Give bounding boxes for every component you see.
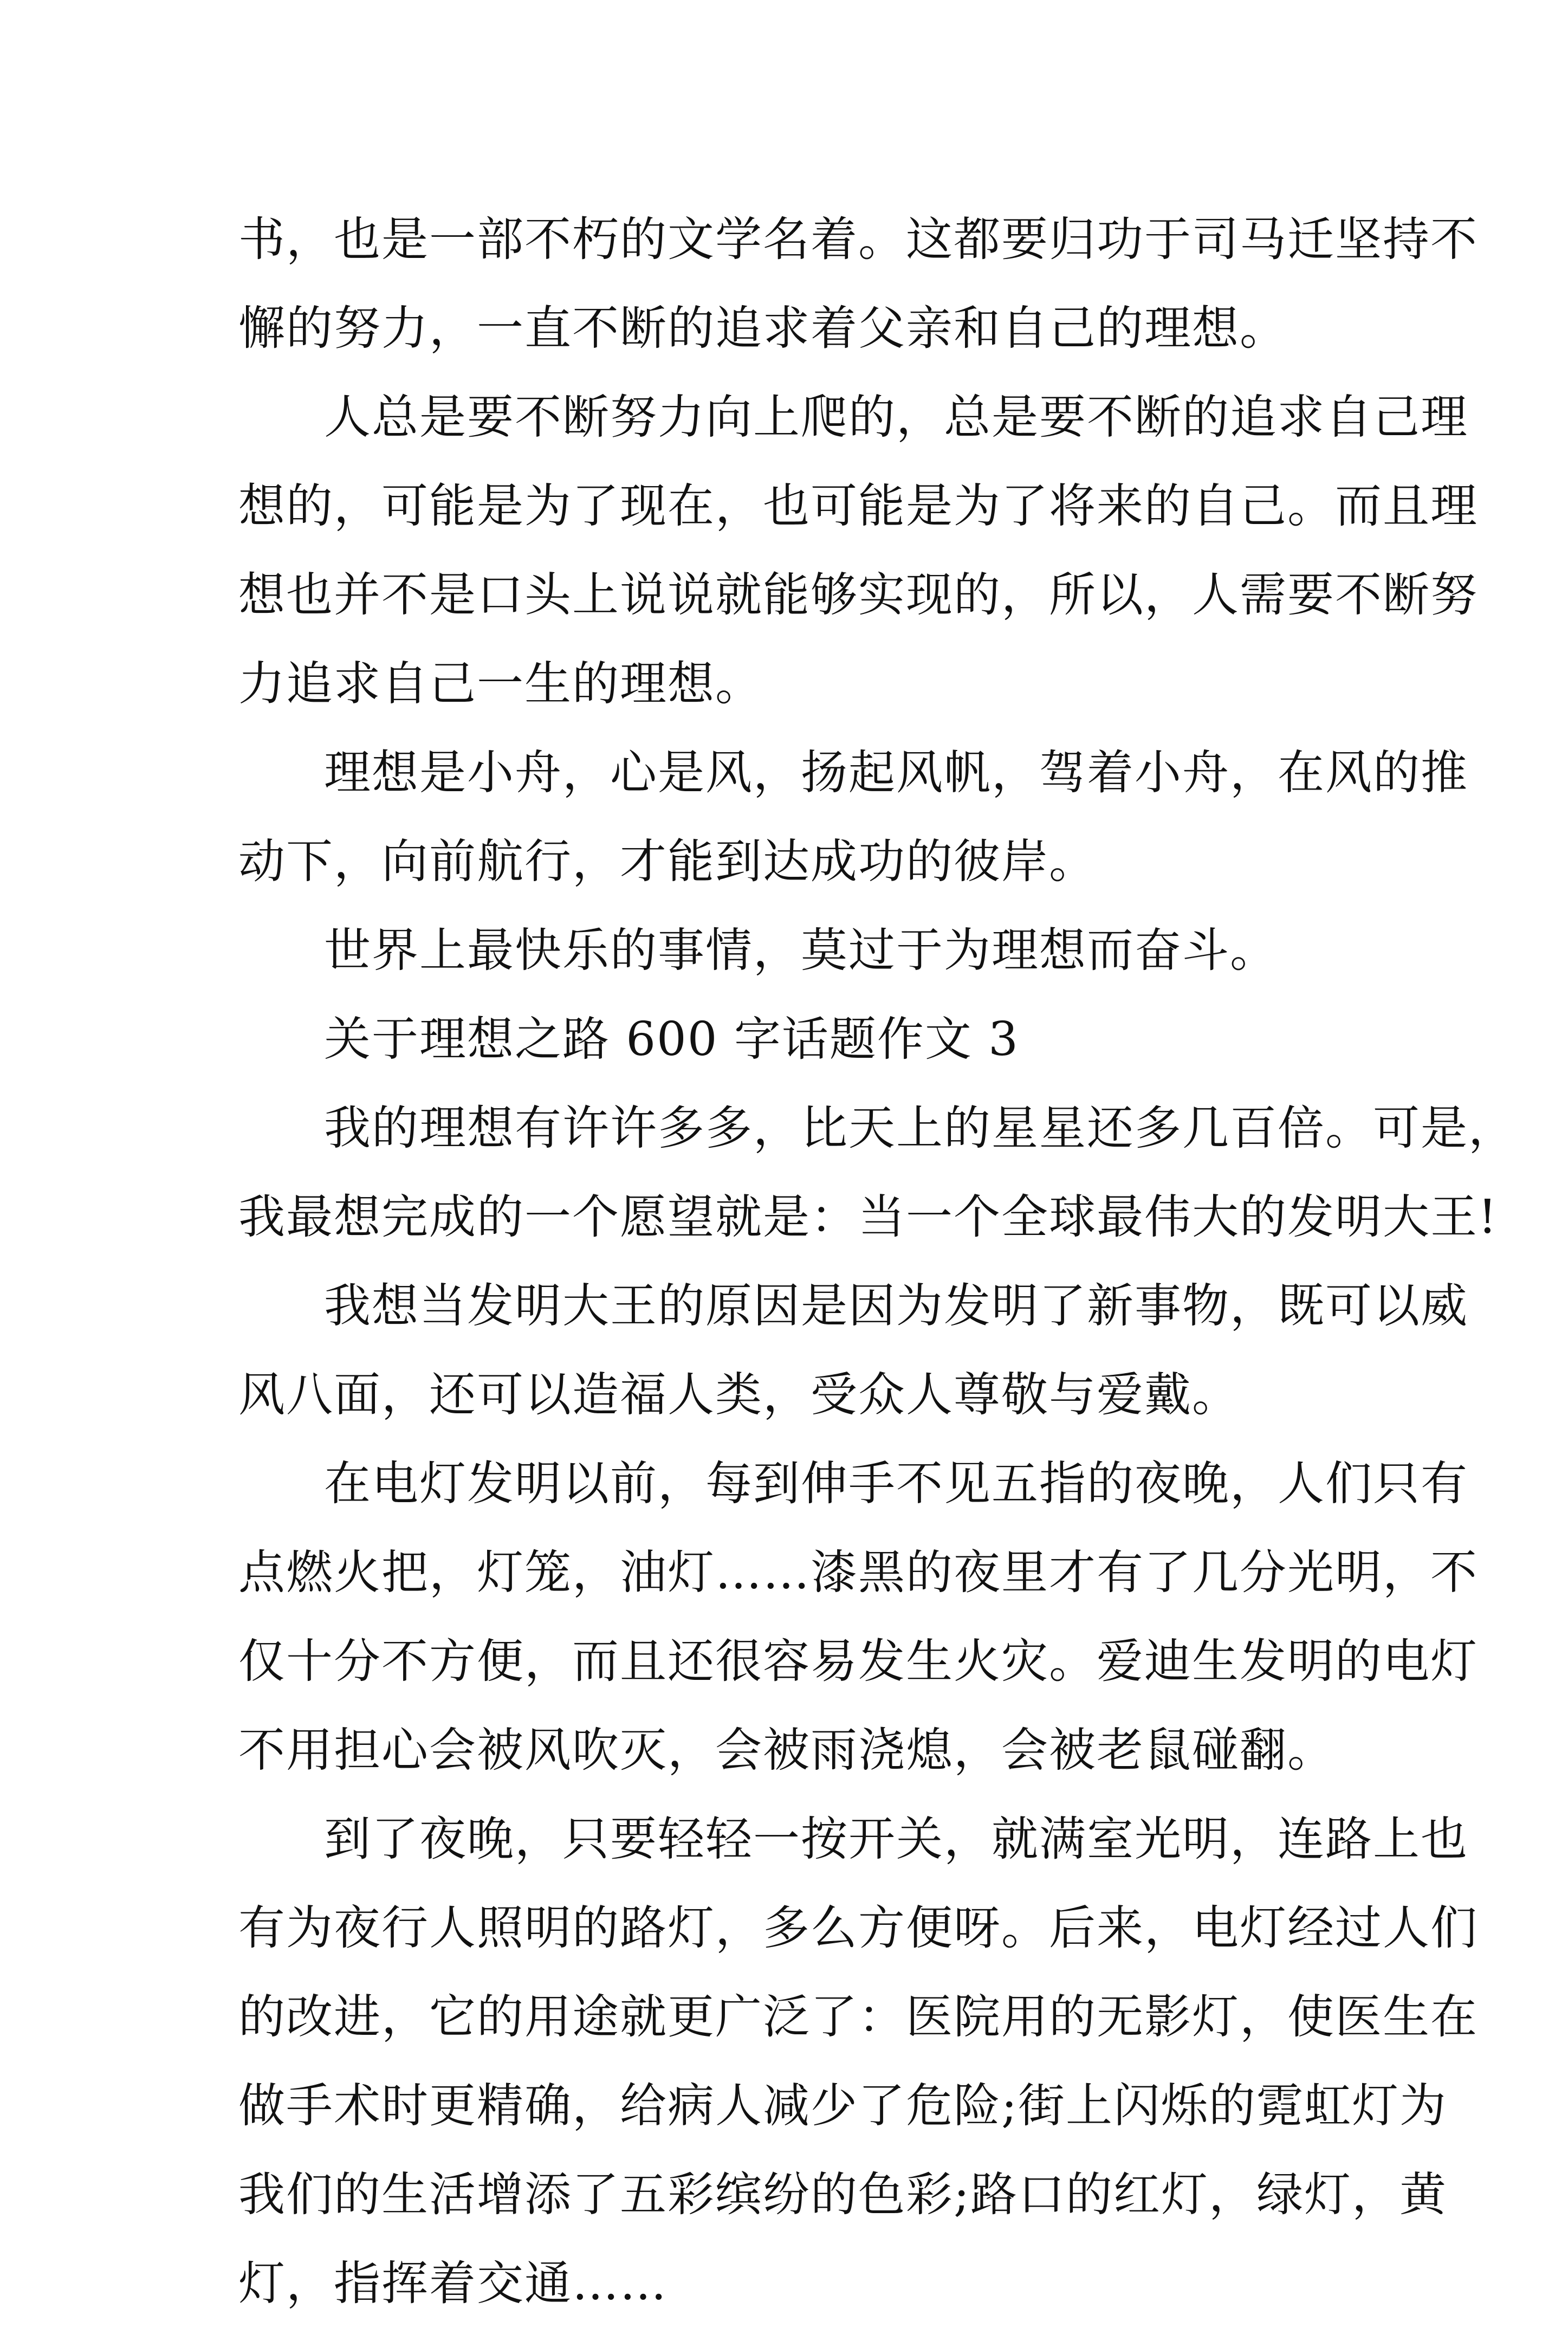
text-line: 理想是小舟，心是风，扬起风帆，驾着小舟，在风的推	[324, 746, 1468, 800]
text-line: 在电灯发明以前，每到伸手不见五指的夜晚，人们只有	[324, 1457, 1468, 1511]
text-line: 我最想完成的一个愿望就是：当一个全球最伟大的发明大王!	[238, 1190, 1498, 1244]
text-line: 我想当发明大王的原因是因为发明了新事物，既可以威	[324, 1279, 1468, 1333]
document-body	[238, 195, 1516, 2328]
text-line: 我的理想有许许多多，比天上的星星还多几百倍。可是，	[324, 1101, 1516, 1155]
text-line: 懈的努力，一直不断的追求着父亲和自己的理想。	[238, 301, 1287, 355]
text-line: 动下，向前航行，才能到达成功的彼岸。	[238, 835, 1097, 889]
text-line: 书，也是一部不朽的文学名着。这都要归功于司马迁坚持不	[238, 212, 1478, 267]
text-line: 人总是要不断努力向上爬的，总是要不断的追求自己理	[324, 390, 1468, 444]
text-line: 我们的生活增添了五彩缤纷的色彩;路口的红灯，绿灯，黄	[238, 2168, 1447, 2222]
text-line: 想的，可能是为了现在，也可能是为了将来的自己。而且理	[238, 479, 1478, 533]
text-line: 想也并不是口头上说说就能够实现的，所以，人需要不断努	[238, 568, 1478, 622]
text-line: 世界上最快乐的事情，莫过于为理想而奋斗。	[324, 923, 1278, 978]
text-line: 灯，指挥着交通……	[238, 2256, 668, 2311]
text-line: 有为夜行人照明的路灯，多么方便呀。后来，电灯经过人们	[238, 1901, 1478, 1955]
section-heading: 关于理想之路 600 字话题作文 3	[324, 1012, 1019, 1066]
text-line: 做手术时更精确，给病人减少了危险;街上闪烁的霓虹灯为	[238, 2079, 1447, 2133]
text-line: 的改进，它的用途就更广泛了：医院用的无影灯，使医生在	[238, 1990, 1478, 2044]
text-line: 不用担心会被风吹灭，会被雨浇熄，会被老鼠碰翻。	[238, 1723, 1335, 1777]
text-line: 到了夜晚，只要轻轻一按开关，就满室光明，连路上也	[324, 1812, 1468, 1866]
text-line: 点燃火把，灯笼，油灯……漆黑的夜里才有了几分光明，不	[238, 1545, 1478, 1600]
text-line: 仅十分不方便，而且还很容易发生火灾。爱迪生发明的电灯	[238, 1634, 1478, 1689]
text-line: 力追求自己一生的理想。	[238, 657, 763, 711]
text-line: 风八面，还可以造福人类，受众人尊敬与爱戴。	[238, 1368, 1240, 1422]
